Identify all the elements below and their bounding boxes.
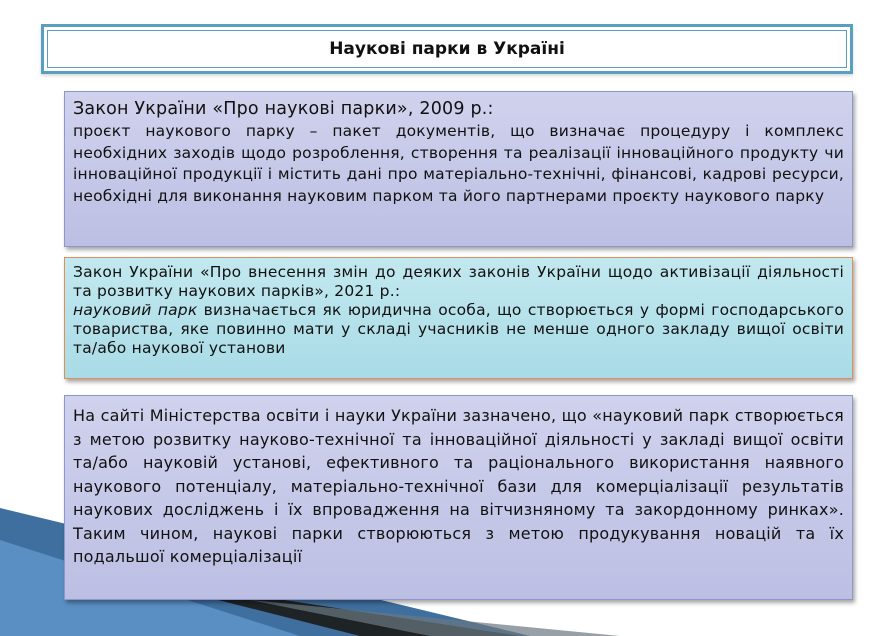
ministry-text: На сайті Міністерства освіти і науки України зазначено, що «науковий парк створюється з метою розвитку науково-технічної та інноваційної діяльності у закладі вищої освіти та/або науковій установі, ефективного та раціонального використання наявного наукового потенціалу, матеріально-технічної бази для комерціалізації результатів наукових досліджень і їх впровадження на вітчизняному та закордонному ринках». Таким чином, наукові парки створюються з метою продукування новацій та їх подальшої комерціалізації	[73, 406, 844, 566]
title-banner	[41, 24, 853, 74]
science-park-definition: визначається як юридична особа, що створюється у формі господарського товариства, яке повинно мати у складі учасників не менше одного закладу вищої освіти та/або наукової установи	[73, 301, 844, 357]
law-2009-heading: Закон України «Про наукові парки», 2009 р.:	[73, 99, 494, 119]
law-2021-definition	[73, 301, 844, 358]
law-2009-definition: проєкт наукового парку – пакет документів, що визначає процедуру і комплекс необхідних заходів щодо розроблення, створення та реалізації інноваційного продукту чи інноваційної продукції і містить дані про матеріально-технічні, фінансові, кадрові ресурси, необхідні для виконання науковим парком та його партнерами проєкту наукового парку	[73, 122, 844, 205]
law-2009-box	[64, 91, 853, 247]
law-2021-box	[64, 257, 853, 379]
law-2021-heading: Закон України «Про внесення змін до деяких законів України щодо активізації діяльності та розвитку наукових парків», 2021 р.:	[73, 263, 844, 300]
page-title: Наукові парки в Україні	[329, 39, 565, 59]
ministry-box	[64, 395, 853, 600]
science-park-term: науковий парк	[73, 301, 198, 319]
